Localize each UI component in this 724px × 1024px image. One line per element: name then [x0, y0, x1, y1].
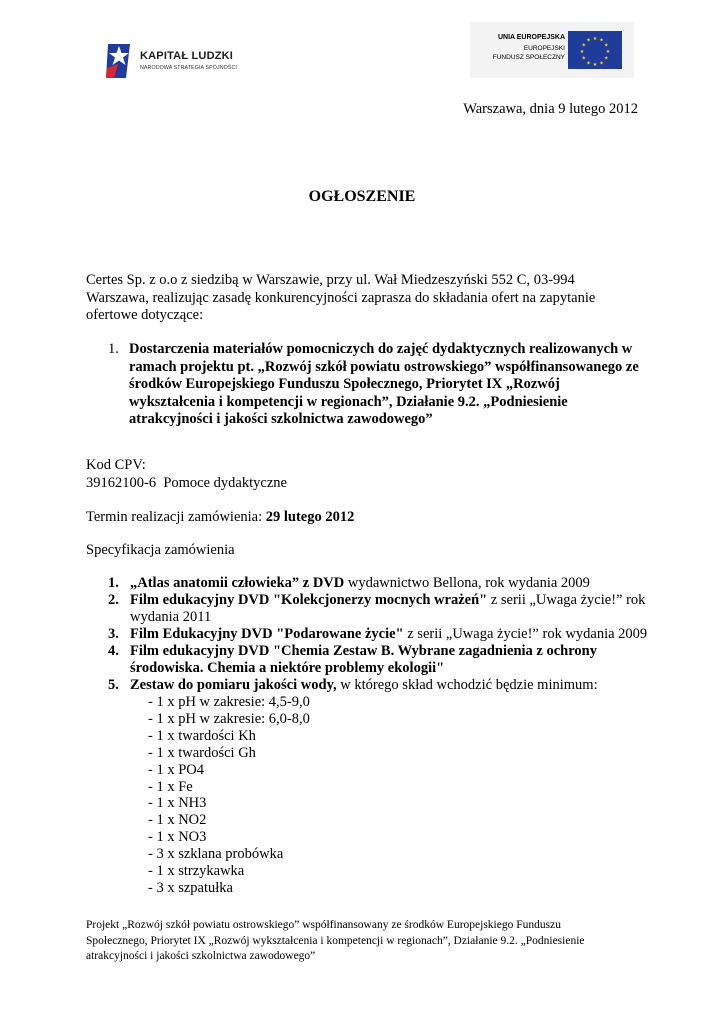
svg-text:★: ★	[586, 37, 591, 44]
kit-item: - 3 x szpatułka	[148, 879, 233, 896]
spec-item-number: 2.	[108, 592, 119, 608]
spec-item-number: 3.	[108, 626, 119, 642]
eu-fund-logo	[470, 22, 634, 78]
spec-item-details: z serii „Uwaga życie!” rok wydania 2009	[403, 626, 648, 642]
kit-item: - 1 x PO4	[148, 761, 204, 778]
intro-line-2: Warszawa, realizując zasadę konkurencyjności zaprasza do składania ofert na zapytanie	[86, 289, 596, 306]
footer-line-2: Społecznego, Priorytet IX „Rozwój wykształcenia i kompetencji w regionach”, Działanie 9.2. „Podniesienie	[86, 934, 585, 947]
water-kit-components	[148, 694, 648, 897]
eu-flag-icon	[568, 31, 622, 69]
kapital-ludzki-title: KAPITAŁ LUDZKI	[140, 50, 234, 62]
spec-item-title: Film edukacyjny DVD "Kolekcjonerzy mocnych wrażeń"	[130, 592, 488, 608]
spec-item-title: Film Edukacyjny DVD "Podarowane życie"	[130, 626, 404, 642]
cpv-block	[86, 457, 646, 492]
kapital-ludzki-subtitle: NARODOWA STRATEGIA SPÓJNOŚCI	[140, 65, 237, 71]
footer-line-3: atrakcyjności i jakości szkolnictwa zawodowego”	[86, 950, 316, 962]
spec-list	[108, 575, 648, 897]
spec-item-5	[108, 677, 648, 694]
deadline-label: Termin realizacji zamówienia:	[86, 509, 266, 525]
spec-item-4	[108, 643, 648, 677]
subject-text: Dostarczenia materiałów pomocniczych do zajęć dydaktycznych realizowanych w ramach projektu pt. „Rozwój szkół powiatu ostrowskiego” współfinansowanego ze środków Europejskiego Funduszu Społecznego, Priorytet IX „Rozwój wykształcenia i kompetencji w regionach”, Działanie 9.2. „Podniesienie atrakcyjności i jakości szkolnictwa zawodowego”	[129, 341, 639, 427]
svg-text:★: ★	[592, 36, 598, 42]
spec-item-title: „Atlas anatomii człowieka” z DVD	[130, 575, 345, 591]
subject-number: 1.	[108, 341, 119, 357]
eu-logo-line1: UNIA EUROPEJSKA	[497, 34, 565, 41]
footer-line-1: Projekt „Rozwój szkół powiatu ostrowskiego” współfinansowany ze środków Europejskiego Funduszu	[86, 919, 561, 931]
spec-heading: Specyfikacja zamówienia	[86, 542, 235, 558]
intro-paragraph	[86, 272, 646, 325]
svg-text:★: ★	[599, 60, 604, 67]
kit-item: - 1 x strzykawka	[148, 863, 245, 880]
spec-item-number: 1.	[108, 575, 119, 591]
spec-item-details: z serii „Uwaga życie!” rok wydania 2011	[130, 592, 646, 625]
kit-item: - 1 x twardości Gh	[148, 744, 256, 761]
deadline-line	[86, 509, 646, 527]
kit-item: - 1 x NO3	[148, 829, 207, 846]
svg-text:★: ★	[581, 42, 586, 49]
intro-line-3: ofertowe dotyczące:	[86, 307, 204, 323]
kit-item: - 1 x NO2	[148, 812, 207, 829]
deadline-value: 29 lutego 2012	[265, 509, 355, 525]
kit-item: - 1 x NH3	[148, 795, 207, 812]
kit-item: - 1 x pH w zakresie: 4,5-9,0	[148, 694, 310, 710]
svg-text:★: ★	[604, 55, 609, 62]
svg-text:★: ★	[605, 49, 611, 55]
eu-logo-line3: FUNDUSZ SPOŁECZNY	[492, 54, 565, 61]
spec-item-title: Zestaw do pomiaru jakości wody,	[130, 677, 337, 693]
spec-item-number: 5.	[108, 677, 119, 693]
kit-item: - 1 x pH w zakresie: 6,0-8,0	[148, 710, 310, 727]
svg-text:★: ★	[604, 42, 609, 49]
svg-text:★: ★	[581, 55, 586, 62]
kit-item: - 3 x szklana probówka	[148, 846, 284, 863]
spec-item-title: Film edukacyjny DVD "Chemia Zestaw B. Wybrane zagadnienia z ochrony środowiska. Chemia a niektóre problemy ekologii"	[130, 643, 597, 676]
kit-item: - 1 x twardości Kh	[148, 727, 256, 744]
spec-item-3	[108, 626, 648, 643]
intro-line-1: Certes Sp. z o.o z siedzibą w Warszawie, przy ul. Wał Miedzeszyński 552 C, 03-994	[86, 272, 575, 288]
document-title: OGŁOSZENIE	[308, 188, 416, 205]
page-footer	[86, 918, 638, 965]
spec-item-number: 4.	[108, 643, 119, 659]
kapital-ludzki-logo	[104, 38, 244, 82]
svg-text:★: ★	[592, 62, 598, 68]
kit-item: - 1 x Fe	[148, 778, 193, 795]
spec-item-1	[108, 575, 648, 592]
cpv-code: 39162100-6 Pomoce dydaktyczne	[86, 474, 287, 491]
spec-item-2	[108, 592, 648, 626]
svg-text:★: ★	[586, 60, 591, 67]
kapital-ludzki-star-icon	[104, 40, 134, 80]
cpv-label: Kod CPV:	[86, 457, 146, 473]
eu-logo-line2: EUROPEJSKI	[523, 45, 565, 52]
document-date: Warszawa, dnia 9 lutego 2012	[463, 101, 638, 117]
spec-item-details: wydawnictwo Bellona, rok wydania 2009	[344, 575, 590, 591]
svg-text:★: ★	[599, 37, 604, 44]
svg-text:★: ★	[579, 49, 585, 55]
spec-item-details: w którego skład wchodzić będzie minimum:	[336, 677, 598, 693]
